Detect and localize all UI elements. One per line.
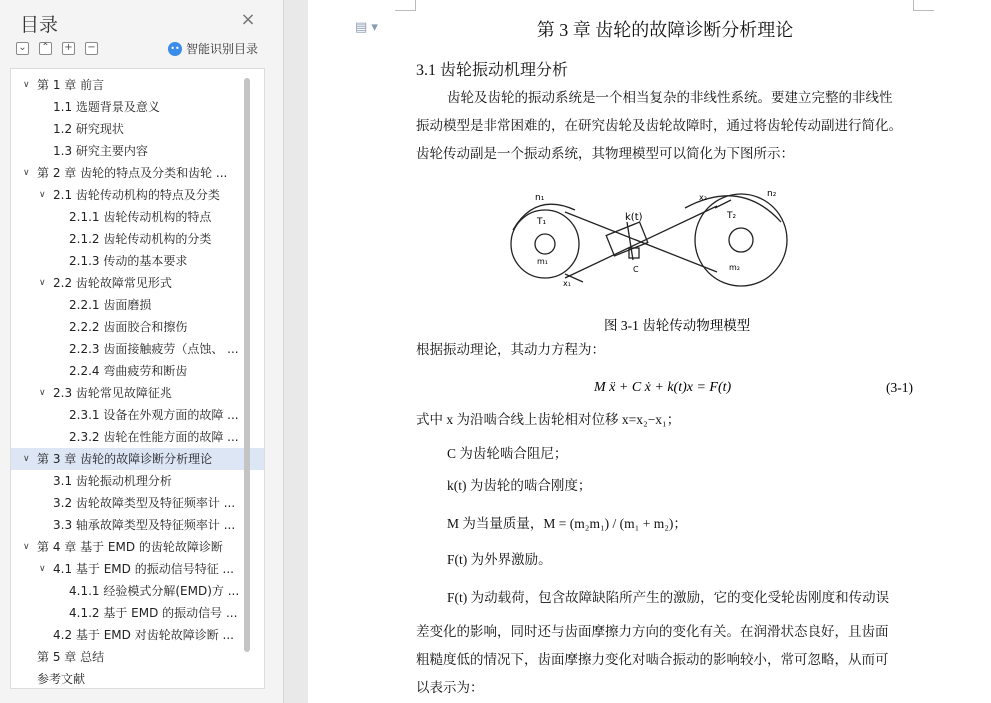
toc-expand-caret-icon[interactable]: ∨ [39,564,46,574]
equation-intro: 根据振动理论，其动力方程为： [416,342,605,357]
remove-heading-icon[interactable]: − [85,42,98,55]
paragraph-line: 齿轮传动副是一个振动系统，其物理模型可以简化为下图所示： [416,146,794,161]
definition-x: 式中 x 为沿啮合线上齿轮相对位移 x=x₂−x₁； [416,412,681,427]
toc-item[interactable]: 2.1.3 传动的基本要求 [69,254,188,268]
paragraph-line: F(t) 为动载荷，包含故障缺陷所产生的激励，它的变化受轮齿刚度和传动误 [447,590,890,605]
toc-item[interactable]: 2.2 齿轮故障常见形式 [53,276,172,290]
toc-item[interactable]: 4.1.1 经验模式分解(EMD)方 ... [69,584,240,598]
toc-expand-caret-icon[interactable]: ∨ [39,278,46,288]
toc-toolbar [16,42,98,55]
toc-item[interactable]: 2.2.4 弯曲疲劳和断齿 [69,364,188,378]
toc-title: 目录 [20,14,59,36]
toc-item[interactable]: 2.2.3 齿面接触疲劳（点蚀、 ... [69,342,239,356]
definition-m: M 为当量质量，M = (m₂m₁) / (m₁ + m₂)； [447,516,687,531]
toc-item[interactable]: 2.3.2 齿轮在性能方面的故障 ... [69,430,239,444]
figure-label-n2: n₂ [767,189,777,199]
toc-item[interactable]: 第 4 章 基于 EMD 的齿轮故障诊断 [37,540,223,554]
toc-item[interactable]: 第 3 章 齿轮的故障诊断分析理论 [11,448,265,470]
chapter-heading: 第 3 章 齿轮的故障诊断分析理论 [536,20,794,40]
paragraph-line: 差变化的影响，同时还与齿面摩擦力方向的变化有关。在润滑状态良好，且齿面 [416,624,889,639]
toc-expand-caret-icon[interactable]: ∨ [23,542,30,552]
paragraph-line: 齿轮及齿轮的振动系统是一个相当复杂的非线性系统。要建立完整的非线性 [447,90,893,105]
toc-expand-caret-icon[interactable]: ∨ [39,388,46,398]
toc-item[interactable]: 2.3 齿轮常见故障征兆 [53,386,172,400]
toc-expand-caret-icon[interactable]: ∨ [39,190,46,200]
definition-f: F(t) 为外界激励。 [447,552,552,567]
figure-caption: 图 3-1 齿轮传动物理模型 [604,318,751,333]
paragraph-line: 以表示为： [416,680,484,695]
toc-panel [0,0,284,703]
toc-item[interactable]: 第 1 章 前言 [37,78,105,92]
definition-k: k(t) 为齿轮的啮合刚度； [447,478,592,493]
figure-label-x1: x₁ [563,279,571,288]
smart-recognize-toc-button[interactable] [168,40,258,57]
toc-scrollbar[interactable] [244,78,250,652]
toc-item[interactable]: 2.2.2 齿面胶合和擦伤 [69,320,188,334]
page-corner-mark [395,0,416,11]
smart-recognize-label: 智能识别目录 [186,42,259,56]
close-icon[interactable]: × [240,9,256,30]
toc-item[interactable]: 2.2.1 齿面磨损 [69,298,152,312]
toc-item[interactable]: 参考文献 [37,672,86,686]
figure-label-t2: T₂ [727,211,737,221]
figure-label-k: k(t) [625,212,643,223]
figure-label-m1: m₁ [537,257,548,266]
toc-item[interactable]: 3.2 齿轮故障类型及特征频率计 ... [53,496,236,510]
figure-label-t1: T₁ [537,217,547,227]
collapse-all-icon[interactable]: ⌃ [39,42,52,55]
expand-all-icon[interactable]: ⌄ [16,42,29,55]
toc-item[interactable]: 4.2 基于 EMD 对齿轮故障诊断 ... [53,628,234,642]
toc-item[interactable]: 3.1 齿轮振动机理分析 [53,474,172,488]
toc-item[interactable]: 1.2 研究现状 [53,122,124,136]
toc-expand-caret-icon[interactable]: ∨ [23,454,30,464]
definition-c: C 为齿轮啮合阻尼； [447,446,568,461]
document-icon[interactable]: ▤ ▾ [355,20,378,35]
toc-item[interactable]: 2.1 齿轮传动机构的特点及分类 [53,188,220,202]
toc-item[interactable]: 2.1.1 齿轮传动机构的特点 [69,210,212,224]
add-heading-icon[interactable]: + [62,42,75,55]
paragraph-line: 振动模型是非常困难的，在研究齿轮及齿轮故障时，通过将齿轮传动副进行简化。 [416,118,902,133]
figure-label-c: C [633,265,639,274]
toc-expand-caret-icon[interactable]: ∨ [23,168,30,178]
toc-expand-caret-icon[interactable]: ∨ [23,80,30,90]
toc-item[interactable]: 2.3.1 设备在外观方面的故障 ... [69,408,239,422]
equation: M ẍ + C ẋ + k(t)x = F(t) [594,380,732,395]
toc-item[interactable]: 1.3 研究主要内容 [53,144,148,158]
toc-item[interactable]: 3.3 轴承故障类型及特征频率计 ... [53,518,236,532]
figure-label-n1: n₁ [535,193,545,203]
figure-label-x2: x₂ [699,193,707,202]
page-corner-mark [913,0,934,11]
toc-item[interactable]: 4.1 基于 EMD 的振动信号特征 ... [53,562,234,576]
toc-list [10,68,265,689]
toc-item[interactable]: 第 2 章 齿轮的特点及分类和齿轮 ... [37,166,228,180]
toc-item[interactable]: 第 5 章 总结 [37,650,105,664]
equation-number: (3-1) [886,380,913,395]
toc-item[interactable]: 2.1.2 齿轮传动机构的分类 [69,232,212,246]
section-heading: 3.1 齿轮振动机理分析 [416,62,569,79]
toc-item[interactable]: 1.1 选题背景及意义 [53,100,160,114]
toc-item[interactable]: 4.1.2 基于 EMD 的振动信号 ... [69,606,238,620]
figure-label-m2: m₂ [729,263,740,272]
gear-model-figure [505,182,795,307]
ai-icon: •• [168,42,182,56]
paragraph-line: 粗糙度低的情况下，齿面摩擦力变化对啮合振动的影响较小，常可忽略，从而可 [416,652,889,667]
